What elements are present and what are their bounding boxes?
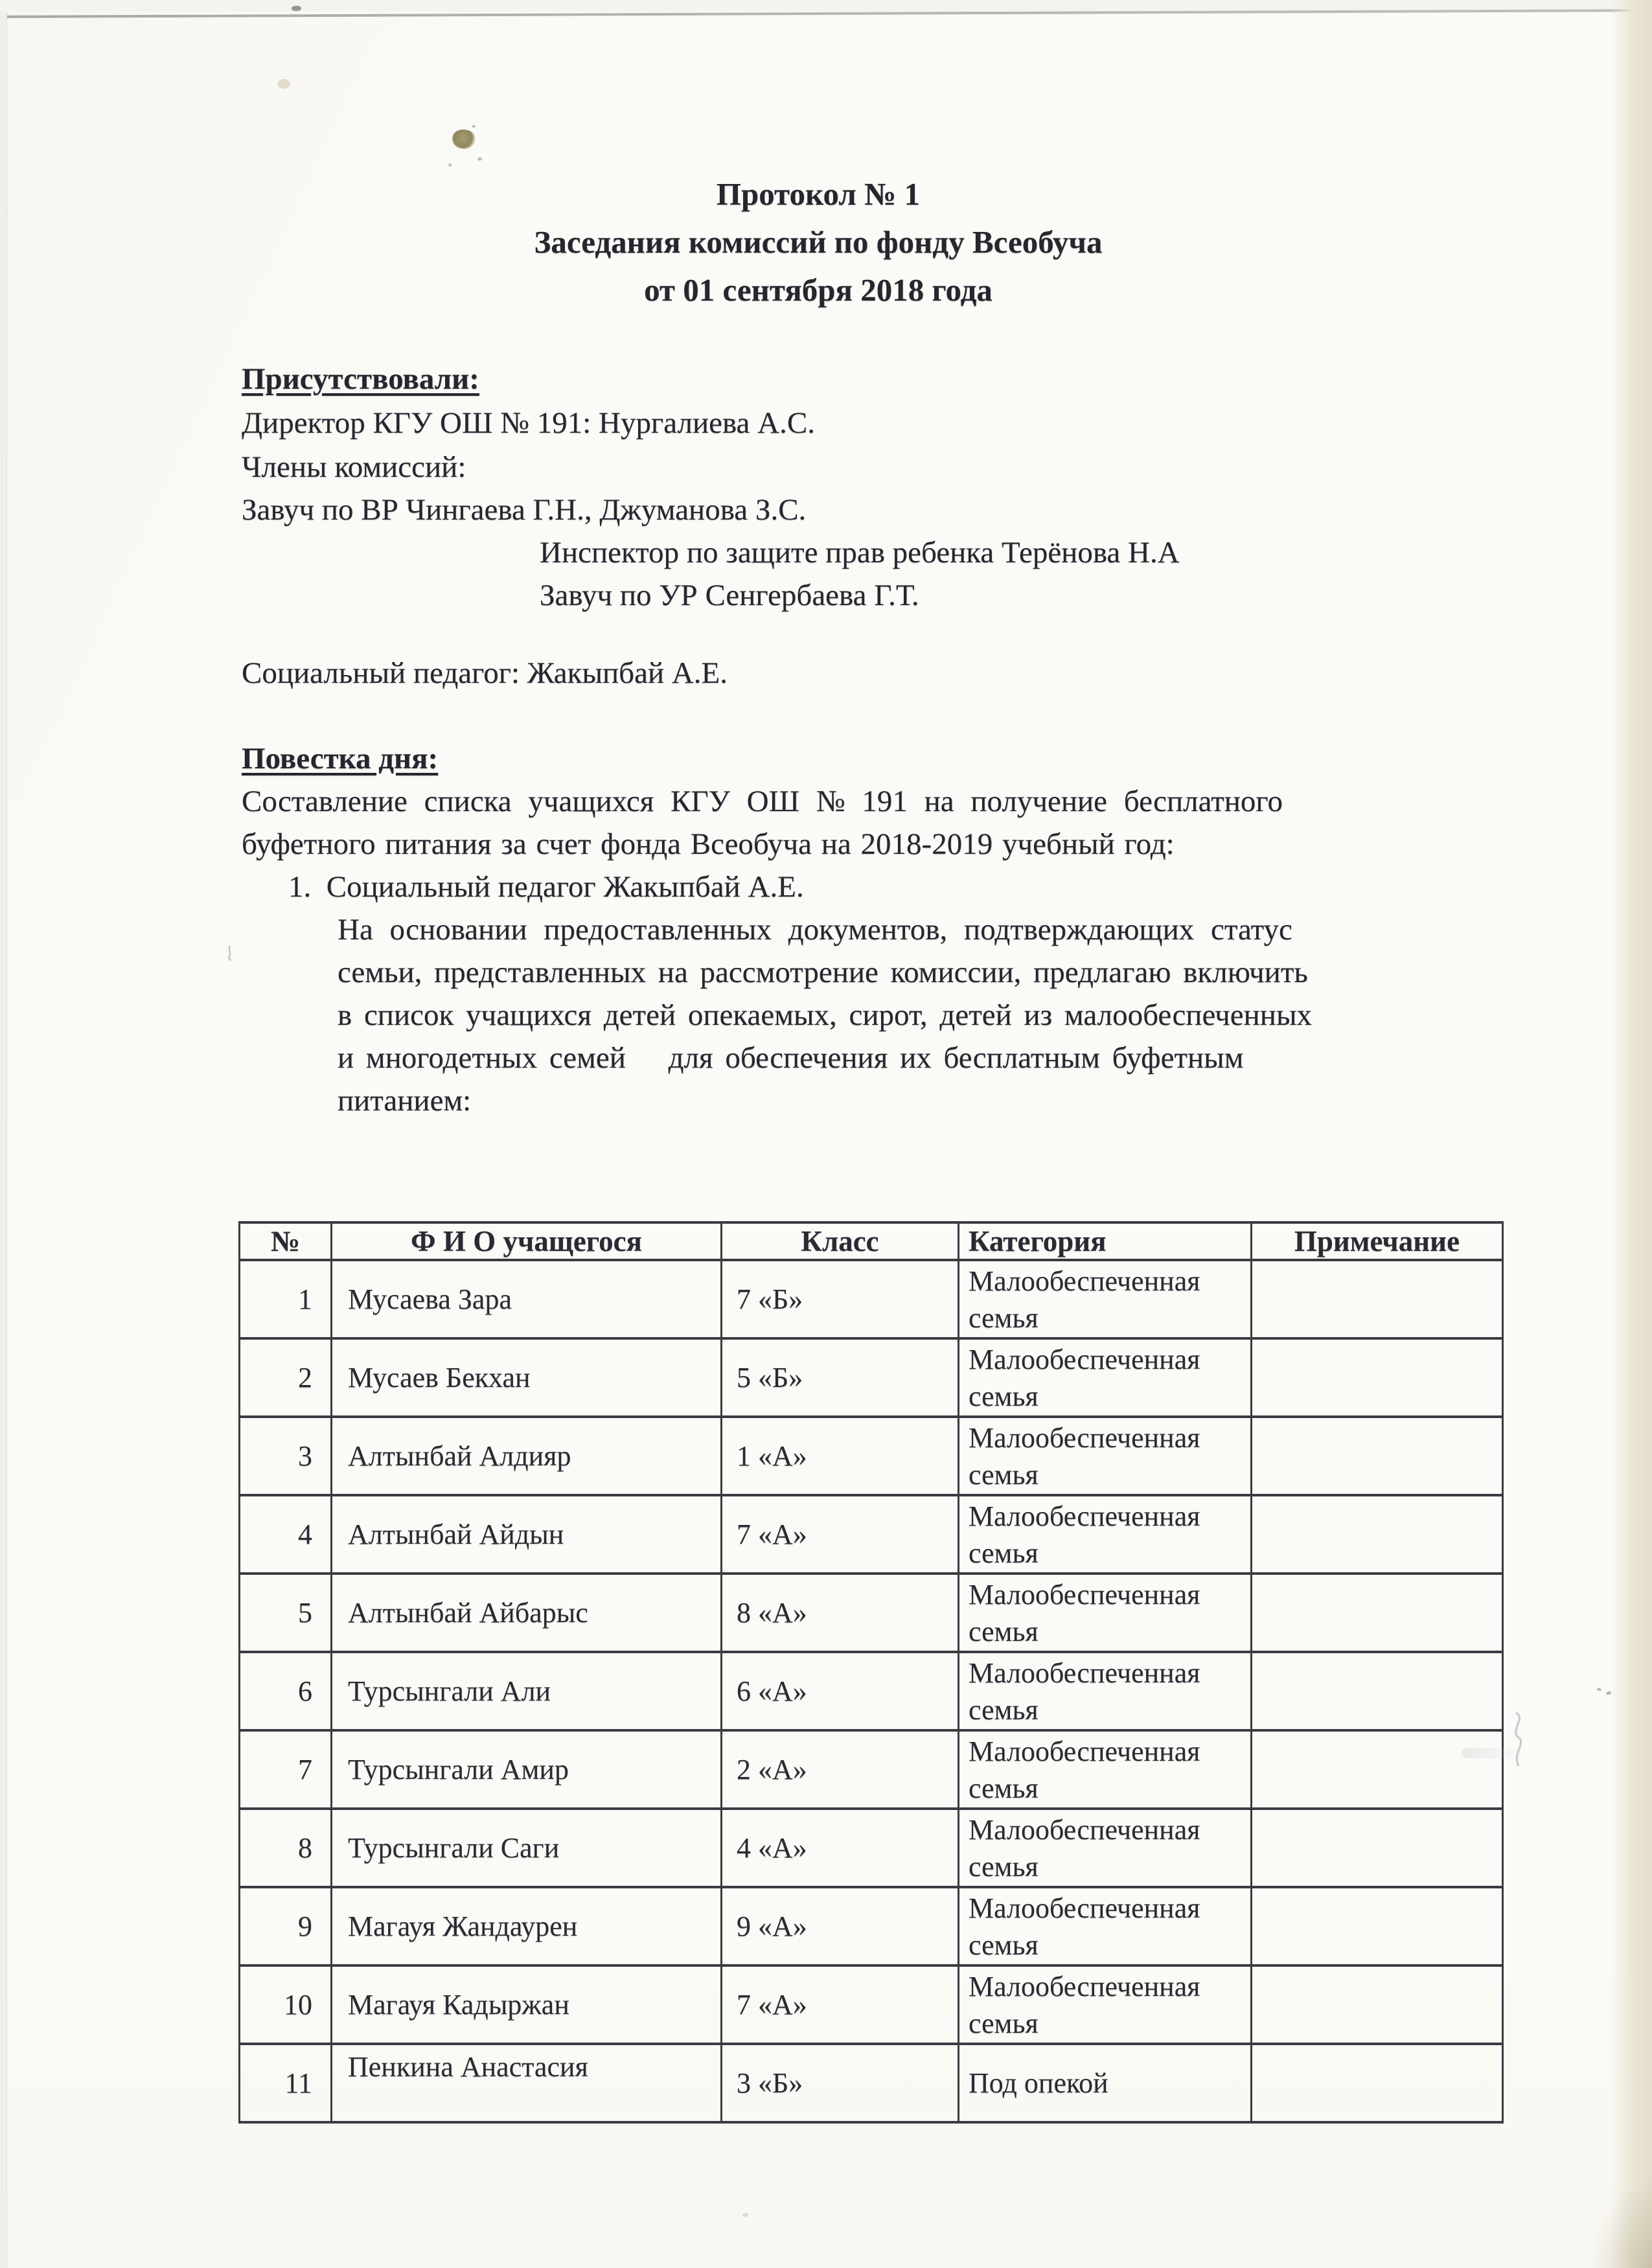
cell-note bbox=[1252, 1495, 1503, 1574]
agenda-item-body-line: семьи, представленных на рассмотрение комиссии, предлагаю включить bbox=[338, 956, 1308, 989]
table-row bbox=[240, 1495, 1503, 1574]
attendee-line: Завуч по ВР Чингаева Г.Н., Джуманова З.С. bbox=[242, 493, 807, 527]
cell-name: Магауя Жандаурен bbox=[332, 1887, 722, 1965]
table-row bbox=[240, 1574, 1503, 1652]
cell-category: Малообеспеченная семья bbox=[959, 1730, 1252, 1809]
cell-category: Малообеспеченная семья bbox=[959, 1574, 1252, 1652]
cell-class: 3 «Б» bbox=[722, 2044, 959, 2122]
cell-note bbox=[1252, 1338, 1503, 1417]
scan-speck bbox=[292, 6, 301, 11]
table-row bbox=[240, 1887, 1503, 1965]
cell-class: 5 «Б» bbox=[722, 1338, 959, 1417]
agenda-heading: Повестка дня: bbox=[242, 742, 439, 775]
attendee-line: Завуч по УР Сенгербаева Г.Т. bbox=[540, 578, 919, 612]
agenda-item-body-line: питанием: bbox=[338, 1084, 472, 1117]
cell-class: 9 «А» bbox=[722, 1887, 959, 1965]
cell-class: 6 «А» bbox=[722, 1652, 959, 1730]
table-header-row bbox=[240, 1222, 1503, 1260]
cell-name: Магауя Кадыржан bbox=[332, 1965, 722, 2044]
doc-title-line-2: Заседания комиссий по фонду Всеобуча bbox=[534, 224, 1103, 260]
attendee-line: Директор КГУ ОШ № 191: Нургалиева А.С. bbox=[242, 406, 815, 440]
stain-speck bbox=[448, 163, 452, 166]
cell-class: 7 «Б» bbox=[722, 1260, 959, 1338]
cell-name: Мусаев Бекхан bbox=[332, 1338, 722, 1417]
stain-speck bbox=[477, 157, 482, 161]
agenda-intro-line: Составление списка учащихся КГУ ОШ № 191 на получение бесплатного bbox=[242, 785, 1283, 818]
cell-number: 9 bbox=[240, 1887, 332, 1965]
stain-speck bbox=[472, 125, 476, 128]
cell-name: Пенкина Анастасия bbox=[332, 2044, 722, 2122]
attendee-line: Члены комиссий: bbox=[242, 450, 466, 484]
agenda-item-body-line: и многодетных семей для обеспечения их бесплатным буфетным bbox=[338, 1041, 1244, 1075]
cell-number: 8 bbox=[240, 1809, 332, 1887]
agenda-intro-line: буфетного питания за счет фонда Всеобуча на 2018-2019 учебный год: bbox=[242, 827, 1175, 861]
cell-number: 1 bbox=[240, 1260, 332, 1338]
cell-class: 2 «А» bbox=[722, 1730, 959, 1809]
faint-stain bbox=[277, 79, 290, 89]
cell-number: 10 bbox=[240, 1965, 332, 2044]
agenda-item-1: 1. Социальный педагог Жакыпбай А.Е. bbox=[288, 870, 804, 904]
header-class: Класс bbox=[722, 1222, 959, 1260]
table-row bbox=[240, 2044, 1503, 2122]
cell-category: Малообеспеченная семья bbox=[959, 1417, 1252, 1495]
table-row bbox=[240, 1965, 1503, 2044]
cell-name: Турсынгали Амир bbox=[332, 1730, 722, 1809]
cell-name: Алтынбай Алдияр bbox=[332, 1417, 722, 1495]
header-name: Ф И О учащегося bbox=[332, 1222, 722, 1260]
scan-speck bbox=[742, 2213, 748, 2217]
doc-title-line-1: Протокол № 1 bbox=[716, 176, 921, 212]
cell-category: Малообеспеченная семья bbox=[959, 1338, 1252, 1417]
cell-name: Турсынгали Али bbox=[332, 1652, 722, 1730]
cell-name: Турсынгали Саги bbox=[332, 1809, 722, 1887]
cell-number: 2 bbox=[240, 1338, 332, 1417]
pencil-squiggle bbox=[1504, 1709, 1537, 1771]
doc-title-line-3: от 01 сентября 2018 года bbox=[644, 272, 992, 308]
scanner-right-strip bbox=[1611, 0, 1652, 2268]
table-row bbox=[240, 1809, 1503, 1887]
grey-smudge bbox=[1462, 1748, 1526, 1758]
cell-category: Малообеспеченная семья bbox=[959, 1495, 1252, 1574]
header-note: Примечание bbox=[1252, 1222, 1503, 1260]
margin-pencil-mark bbox=[225, 945, 235, 961]
cell-note bbox=[1252, 1417, 1503, 1495]
cell-category: Под опекой bbox=[959, 2044, 1252, 2122]
cell-note bbox=[1252, 1260, 1503, 1338]
cell-note bbox=[1252, 2044, 1503, 2122]
cell-note bbox=[1252, 1574, 1503, 1652]
attendee-line: Инспектор по защите прав ребенка Терёнова Н.А bbox=[540, 536, 1180, 569]
cell-category: Малообеспеченная семья bbox=[959, 1809, 1252, 1887]
cell-class: 8 «А» bbox=[722, 1574, 959, 1652]
cell-category: Малообеспеченная семья bbox=[959, 1887, 1252, 1965]
cell-number: 11 bbox=[240, 2044, 332, 2122]
cell-number: 4 bbox=[240, 1495, 332, 1574]
table-row bbox=[240, 1730, 1503, 1809]
header-category: Категория bbox=[959, 1222, 1252, 1260]
social-teacher-line: Социальный педагог: Жакыпбай А.Е. bbox=[242, 656, 728, 690]
cell-name: Алтынбай Айдын bbox=[332, 1495, 722, 1574]
cell-name: Мусаева Зара bbox=[332, 1260, 722, 1338]
table-row bbox=[240, 1338, 1503, 1417]
cell-note bbox=[1252, 1887, 1503, 1965]
cell-number: 5 bbox=[240, 1574, 332, 1652]
students-table bbox=[238, 1221, 1504, 2124]
cell-category: Малообеспеченная семья bbox=[959, 1965, 1252, 2044]
cell-note bbox=[1252, 1652, 1503, 1730]
cell-category: Малообеспеченная семья bbox=[959, 1652, 1252, 1730]
cell-note bbox=[1252, 1809, 1503, 1887]
table-row bbox=[240, 1652, 1503, 1730]
paper-corner-curl bbox=[1581, 2157, 1652, 2268]
attendees-heading: Присутствовали: bbox=[242, 362, 479, 396]
cell-class: 7 «А» bbox=[722, 1965, 959, 2044]
table-row bbox=[240, 1260, 1503, 1338]
cell-note bbox=[1252, 1965, 1503, 2044]
agenda-item-body-line: в список учащихся детей опекаемых, сирот, детей из малообеспеченных bbox=[338, 998, 1313, 1032]
cell-number: 3 bbox=[240, 1417, 332, 1495]
paper-left-edge bbox=[0, 12, 7, 2268]
cell-class: 7 «А» bbox=[722, 1495, 959, 1574]
cell-number: 7 bbox=[240, 1730, 332, 1809]
cell-category: Малообеспеченная семья bbox=[959, 1260, 1252, 1338]
table-row bbox=[240, 1417, 1503, 1495]
agenda-item-body-line: На основании предоставленных документов, подтверждающих статус bbox=[338, 913, 1292, 946]
header-number: № bbox=[240, 1222, 332, 1260]
cell-number: 6 bbox=[240, 1652, 332, 1730]
cell-name: Алтынбай Айбарыс bbox=[332, 1574, 722, 1652]
cell-class: 4 «А» bbox=[722, 1809, 959, 1887]
cell-note bbox=[1252, 1730, 1503, 1809]
cell-class: 1 «А» bbox=[722, 1417, 959, 1495]
